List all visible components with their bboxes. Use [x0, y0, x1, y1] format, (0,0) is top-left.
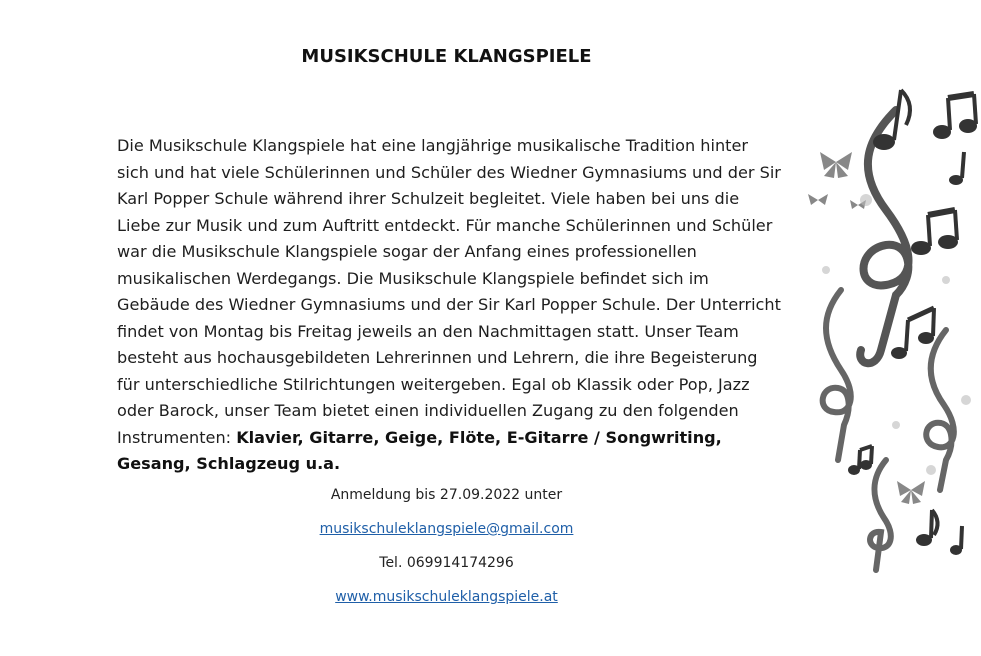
- music-notes-illustration: [796, 80, 981, 580]
- description-text: Die Musikschule Klangspiele hat eine langjährige musikalische Tradition hinter sich und hat viele Schülerinnen und Schüler des Wiedner Gymnasiums und der Sir Karl Popper Schule während ihrer Schulzeit begleitet. Viele haben bei uns die Liebe zur Musik und zum Auftritt entdeckt. Für manche Schülerinnen und Schüler war die Musikschule Klangspiele sogar der Anfang eines professionellen musikalischen Werdegangs. Die Musikschule Klangspiele befindet sich im Gebäude des Wiedner Gymnasiums und der Sir Karl Popper Schule. Der Unterricht findet von Montag bis Freitag jeweils an den Nachmittagen statt. Unser Team besteht aus hochausgebildeten Lehrerinnen und Lehrern, die ihre Begeisterung für unterschiedliche Stilrichtungen weitergeben. Egal ob Klassik oder Pop, Jazz oder Barock, unser Team bietet einen individuellen Zugang zu den folgenden Instrumenten:: [117, 136, 781, 447]
- description-paragraph: [117, 133, 782, 478]
- email-line: [200, 521, 693, 537]
- instrument-list: Klavier, Gitarre, Geige, Flöte, E-Gitarre / Songwriting, Gesang, Schlagzeug u.a.: [117, 427, 722, 473]
- website-link[interactable]: www.musikschuleklangspiele.at: [335, 589, 558, 605]
- email-link[interactable]: musikschuleklangspiele@gmail.com: [319, 521, 574, 537]
- phone-number: Tel. 069914174296: [379, 555, 514, 571]
- page-title: MUSIKSCHULE KLANGSPIELE: [301, 46, 592, 67]
- website-line: [200, 589, 693, 605]
- registration-deadline: Anmeldung bis 27.09.2022 unter: [330, 487, 563, 503]
